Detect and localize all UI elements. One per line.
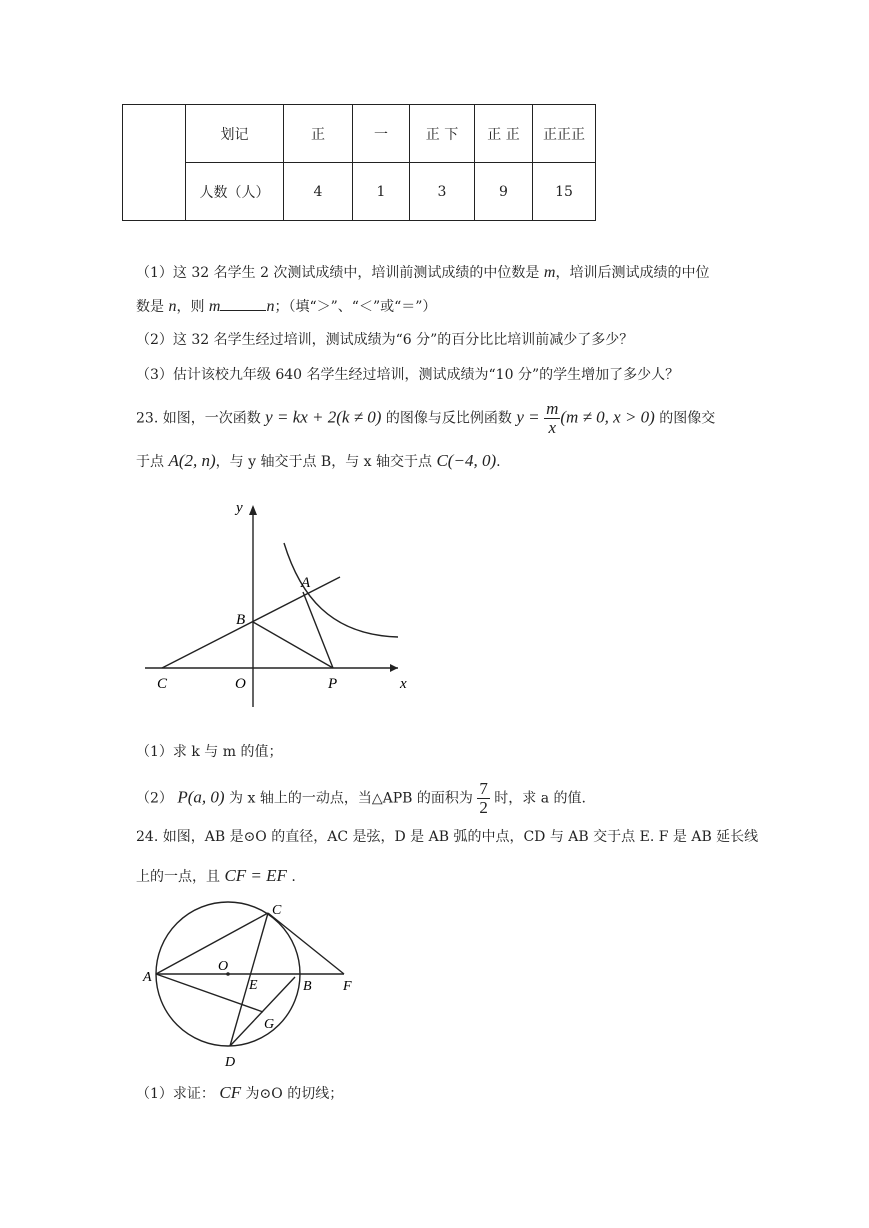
label-o: O — [235, 676, 246, 692]
label-x: x — [400, 676, 407, 692]
table-cell: 4 — [284, 163, 353, 221]
table-cell: 15 — [533, 163, 596, 221]
q22-part3: （3）估计该校九年级 640 名学生经过培训，测试成绩为“10 分”的学生增加了多少人？ — [136, 367, 680, 383]
table-cell: 正 正 — [475, 105, 533, 163]
table-row2-label: 人数（人） — [186, 163, 284, 221]
q23-line2: 于点 A(2, n)，与 y 轴交于点 B，与 x 轴交于点 C(−4, 0). — [136, 451, 501, 470]
answer-blank[interactable] — [220, 296, 266, 311]
q22-part1-line1: （1）这 32 名学生 2 次测试成绩中，培训前测试成绩的中位数是 m，培训后测试成绩的中位 — [136, 264, 710, 281]
table-cell: 一 — [353, 105, 410, 163]
tally-table — [122, 104, 596, 221]
label-c: C — [272, 903, 282, 918]
q23-sub2: （2） P(a, 0) 为 x 轴上的一动点，当△APB 的面积为 $\frac{7}{2}$ 时，求 a 的值. — [136, 779, 586, 817]
y-arrow-icon — [249, 505, 257, 515]
chord-ac — [156, 913, 268, 974]
q23-sub1: （1）求 k 与 m 的值； — [136, 744, 283, 760]
table-cell: 1 — [353, 163, 410, 221]
label-p: P — [328, 676, 338, 692]
q22-part2: （2）这 32 名学生经过培训，测试成绩为“6 分”的百分比比培训前减少了多少？ — [136, 332, 634, 348]
q23-line1: 23. 如图，一次函数 y = kx + 2(k ≠ 0) 的图像与反比例函数 y = $\frac{m}{x}$ (m ≠ 0, x > 0) 的图像交 — [136, 399, 716, 437]
q23-figure — [140, 495, 430, 715]
label-a: A — [301, 575, 311, 591]
segment-ap — [303, 592, 333, 668]
q24-line1: 24. 如图，AB 是⊙O 的直径，AC 是弦，D 是 AB 弧的中点，CD 与 AB 交于点 E. F 是 AB 延长线 — [136, 829, 759, 845]
label-g: G — [264, 1017, 275, 1032]
table-cell: 3 — [410, 163, 475, 221]
label-o: O — [218, 959, 229, 974]
q24-figure — [135, 898, 365, 1073]
label-b: B — [236, 612, 246, 628]
label-e: E — [249, 978, 258, 993]
label-c: C — [157, 676, 168, 692]
q22-part1-line2: 数是 n，则 m n；（填“＞”、“＜”或“＝”） — [136, 298, 437, 315]
q24-line2: 上的一点，且 CF = EF . — [136, 866, 296, 885]
x-arrow-icon — [390, 664, 398, 672]
label-f: F — [343, 979, 352, 994]
table-blank-cell — [123, 105, 186, 221]
table-cell: 9 — [475, 163, 533, 221]
segment-cf — [268, 913, 344, 974]
label-y: y — [236, 500, 243, 516]
table-cell: 正 下 — [410, 105, 475, 163]
label-b: B — [303, 979, 312, 994]
table-row1-label: 划记 — [186, 105, 284, 163]
segment-bp — [253, 622, 333, 668]
label-d: D — [225, 1055, 236, 1070]
fraction-m-over-x: $\frac{m}{x}$ — [546, 399, 559, 437]
segment-ag — [156, 974, 263, 1012]
table-cell: 正正正 — [533, 105, 596, 163]
fraction-7-over-2: $\frac{7}{2}$ — [479, 779, 488, 817]
line-ab — [162, 577, 340, 668]
q24-sub1: （1）求证： CF 为⊙O 的切线； — [136, 1083, 344, 1102]
label-a: A — [143, 970, 152, 985]
table-cell: 正 — [284, 105, 353, 163]
